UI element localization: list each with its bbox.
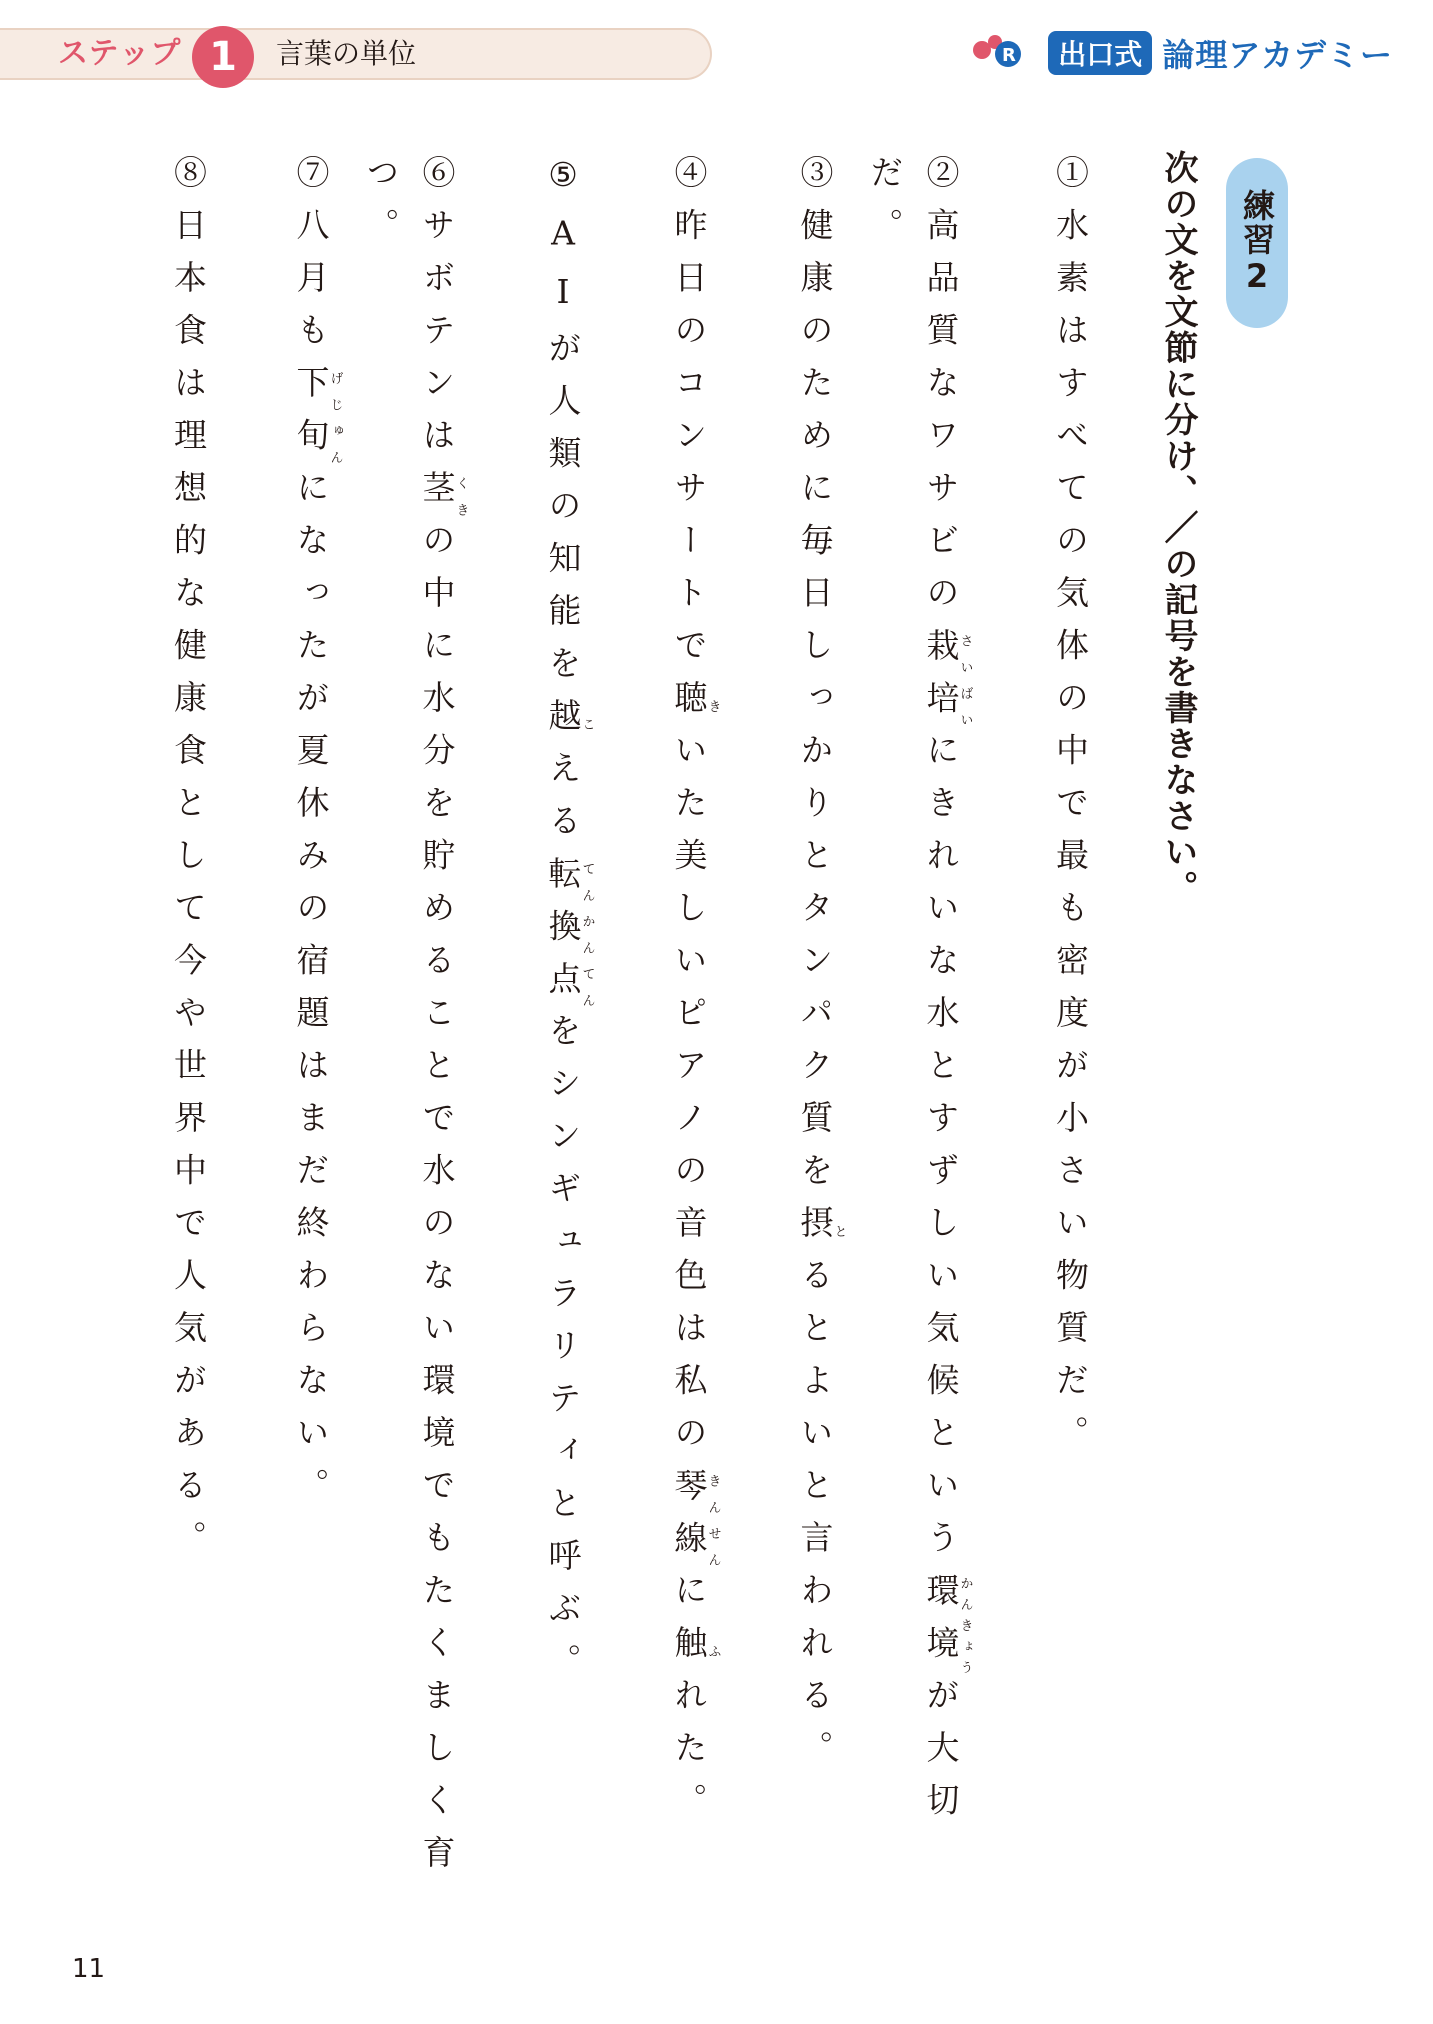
sentence-text: に [669, 1572, 709, 1625]
furigana-word: 茎くき [417, 470, 469, 523]
sentence-number: ⑥ [417, 155, 457, 208]
sentence-text: の中に水分を貯めることで水のない環境でもたくましく育つ。 [361, 155, 457, 1888]
sentence-text: にきれいな水とすずしい気候という [921, 732, 961, 1573]
furigana-word: 越こ [543, 698, 595, 751]
sentence-text: 昨日のコンサートで [669, 207, 709, 680]
furigana-word: 聴き [669, 680, 721, 733]
brand-badge: 出口式 [1048, 31, 1152, 75]
brand-name: 論理アカデミー [1162, 36, 1393, 74]
furigana-reading: こ [579, 698, 595, 751]
exercise-instruction: 次の文を文節に分け、／の記号を書きなさい。 [1158, 150, 1198, 906]
sentence-text: 健康のために毎日しっかりとタンパク質を [795, 207, 835, 1205]
sentence-6 [361, 155, 469, 1915]
sentence-text: が大切だ。 [865, 155, 961, 1835]
sentence-number: ④ [669, 155, 709, 208]
furigana-reading: き [705, 680, 721, 733]
sentence-text: いた美しいピアノの音色は私の [669, 732, 709, 1468]
sentence-text: える [543, 750, 583, 856]
svg-text:R: R [1002, 45, 1017, 66]
step-label: ステップ [58, 36, 182, 71]
furigana-word: 琴線きんせん [669, 1467, 721, 1573]
furigana-word: 触ふ [669, 1625, 721, 1678]
sentence-text: 日本食は理想的な健康食として今や世界中で人気がある。 [169, 207, 208, 1573]
furigana-reading: きんせん [705, 1467, 721, 1573]
page-number: 11 [72, 1954, 106, 1984]
sentence-text: れた。 [669, 1677, 709, 1835]
sentence-4 [664, 155, 720, 1915]
furigana-word: 摂と [795, 1205, 847, 1258]
furigana-reading: ふ [705, 1625, 721, 1678]
sentence-1 [1042, 155, 1098, 1915]
sentence-number: ① [1051, 155, 1090, 208]
sentence-text: るとよいと言われる。 [795, 1257, 835, 1783]
sentence-text: 八月も [291, 207, 331, 365]
sentence-text: になったが夏休みの宿題はまだ終わらない。 [291, 470, 331, 1520]
sentence-number: ⑦ [291, 155, 331, 208]
step-number-badge: 1 [192, 26, 254, 88]
furigana-word: 環境かんきょう [921, 1572, 973, 1678]
sentence-5 [538, 155, 594, 1915]
sentence-text: 高品質なワサビの [921, 207, 961, 628]
furigana-reading: かんきょう [957, 1572, 973, 1678]
sentence-text: サボテンは [417, 207, 457, 470]
sentence-text: をシンギュラリティと呼ぶ。 [543, 1013, 583, 1696]
furigana-word: 栽培さいばい [921, 627, 973, 733]
furigana-word: 下旬げじゅん [291, 365, 343, 470]
furigana-reading: さいばい [957, 627, 973, 733]
sentence-8 [160, 155, 216, 1915]
sentence-7 [286, 155, 342, 1915]
sentence-text: 水素はすべての気体の中で最も密度が小さい物質だ。 [1051, 207, 1090, 1468]
brand-mark-icon [968, 28, 1040, 78]
brand-logo [968, 28, 1393, 78]
furigana-reading: と [831, 1205, 847, 1258]
furigana-reading: てんかんてん [579, 855, 595, 1013]
exercise-label: 練習2 [1238, 189, 1276, 297]
sentence-3 [790, 155, 846, 1915]
furigana-reading: くき [453, 470, 469, 523]
sentence-number: ⑧ [169, 155, 208, 208]
sentence-number: ② [921, 155, 961, 208]
sentence-number: ③ [795, 155, 835, 208]
furigana-reading: げじゅん [327, 365, 343, 470]
furigana-word: 転換点てんかんてん [543, 855, 595, 1013]
sentence-text: AIが人類の知能を [543, 213, 583, 698]
step-title: 言葉の単位 [276, 37, 417, 70]
sentence-2 [865, 155, 973, 1915]
sentence-number: ⑤ [543, 155, 583, 214]
